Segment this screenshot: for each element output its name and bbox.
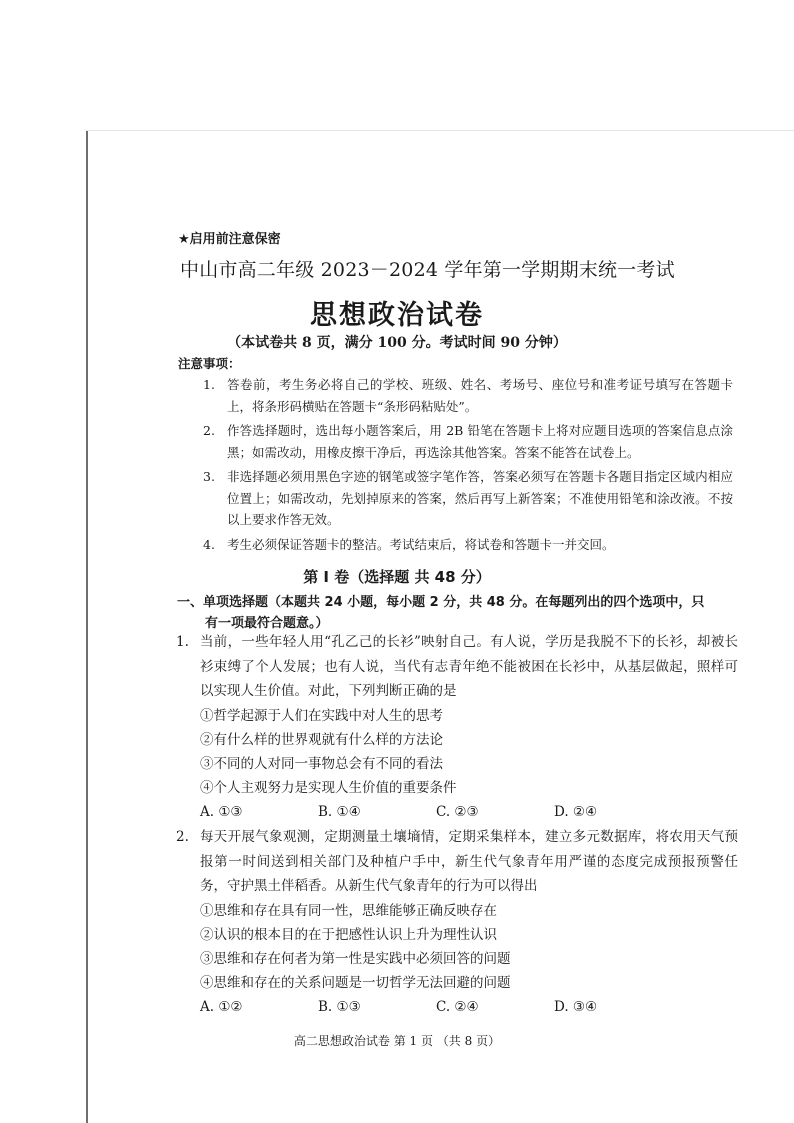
confidential-label: ★启用前注意保密 [178,232,281,247]
choice-b: B. ①④ [318,803,361,820]
notice-list [203,374,733,558]
statement-option: ①思维和存在具有同一性，思维能够正确反映存在 [200,902,497,919]
question-stem [176,825,738,899]
page-footer: 高二思想政治试卷 第 1 页 （共 8 页） [293,1034,501,1048]
choice-d: D. ②④ [554,803,598,820]
choice-c: C. ②④ [436,998,479,1015]
notice-item [203,534,733,556]
part-heading [177,592,737,634]
notice-number: 4. [203,536,215,552]
choice-b: B. ①③ [318,998,361,1015]
notice-number: 2. [203,423,215,438]
notice-number: 1. [203,377,215,392]
notice-item [203,420,733,463]
statement-option: ②认识的根本目的在于把感性认识上升为理性认识 [200,926,497,943]
statement-option: ③不同的人对同一事物总会有不同的看法 [200,755,443,772]
question-number: 1. [176,634,189,650]
exam-title: 中山市高二年级 2023－2024 学年第一学期期末统一考试 [180,259,675,281]
choice-a: A. ①③ [200,803,243,820]
answer-choices [176,800,738,824]
question-1 [176,630,738,824]
statement-option: ④个人主观努力是实现人生价值的重要条件 [200,779,457,796]
question-stem [176,630,738,704]
question-text: 当前，一些年轻人用“孔乙己的长衫”映射自己。有人说，学历是我脱不下的长衫，却被长衫束缚了个人发展；也有人说，当代有志青年绝不能被困在长衫中，从基层做起，照样可以实现人生价值。对此，下列判断正确的是 [200,634,738,699]
statement-option: ②有什么样的世界观就有什么样的方法论 [200,731,443,748]
statement-option: ①哲学起源于人们在实践中对人生的思考 [200,707,443,724]
statement-option: ③思维和存在何者为第一性是实践中必须回答的问题 [200,950,511,967]
answer-choices [176,995,738,1019]
notice-item [203,466,733,531]
notice-text: 答卷前，考生务必将自己的学校、班级、姓名、考场号、座位号和准考证号填写在答题卡上，将条形码横贴在答题卡“条形码粘贴处”。 [227,377,733,414]
notice-text: 非选择题必须用黑色字迹的钢笔或签字笔作答，答案必须写在答题卡各题目指定区域内相应位置上；如需改动，先划掉原来的答案，然后再写上新答案；不准使用铅笔和涂改液。不按以上要求作答无效。 [227,469,733,527]
question-2 [176,825,738,1019]
notice-text: 作答选择题时，选出每小题答案后，用 2B 铅笔在答题卡上将对应题目选项的答案信息点涂黑；如需改动，用橡皮擦干净后，再选涂其他答案。答案不能答在试卷上。 [227,423,733,460]
choice-a: A. ①② [200,998,243,1015]
question-number: 2. [176,829,189,845]
statement-option: ④思维和存在的关系问题是一切哲学无法回避的问题 [200,974,511,991]
notice-number: 3. [203,469,215,484]
notice-text: 考生必须保证答题卡的整洁。考试结束后，将试卷和答题卡一并交回。 [227,536,615,552]
choice-c: C. ②③ [436,803,479,820]
exam-info: （本试卷共 8 页，满分 100 分。考试时间 90 分钟） [227,335,567,351]
notice-heading: 注意事项： [178,356,241,371]
section-title: 第 I 卷（选择题 共 48 分） [303,568,491,586]
part-heading-line2: 有一项最符合题意。） [205,616,329,631]
part-heading-line1: 一、单项选择题（本题共 24 小题，每小题 2 分，共 48 分。在每题列出的四个选项中，只 [177,595,705,610]
question-text: 每天开展气象观测，定期测量土壤墒情，定期采集样本，建立多元数据库，将农用天气预报第一时间送到相关部门及种植户手中，新生代气象青年用严谨的态度完成预报预警任务，守护黑土伴稻香。从新生代气象青年的行为可以得出 [200,829,738,894]
choice-d: D. ③④ [554,998,598,1015]
paper-title: 思想政治试卷 [310,300,484,331]
notice-item [203,374,733,417]
